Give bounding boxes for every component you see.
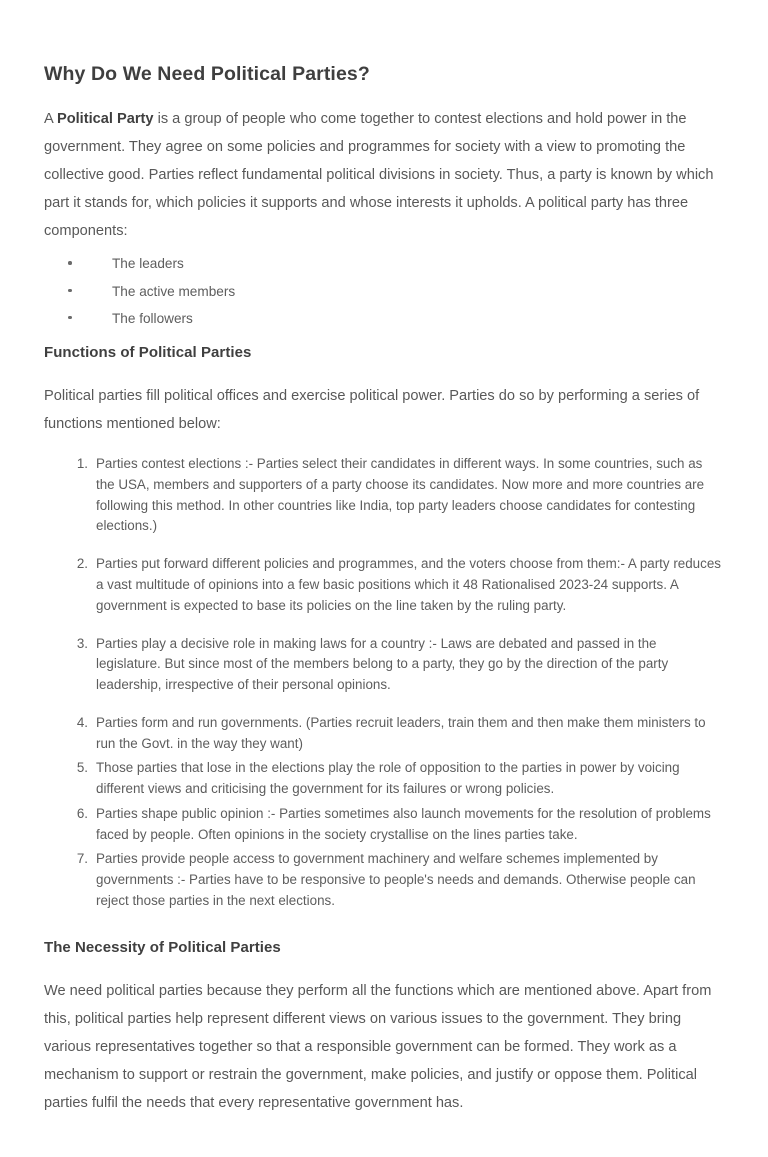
- list-item-label: Parties play a decisive role in making laws for a country :- Laws are debated and passed in the legislature. But since most of the members belong to a party, they go by the direction of the party leadership, irrespective of their personal opinions.: [96, 635, 669, 693]
- list-item-label: Parties shape public opinion :- Parties sometimes also launch movements for the resolution of problems faced by people. Often opinions in the society crystallise on the lines parties take.: [96, 805, 711, 842]
- list-item-label: Parties put forward different policies and programmes, and the voters choose from them:- A party reduces a vast multitude of opinions into a few basic positions which it 48 Rationalised 2023-24 supports. A government is expected to base its policies on the line taken by the ruling party.: [96, 556, 721, 613]
- list-item: [68, 281, 722, 302]
- section-heading-necessity: The Necessity of Political Parties: [44, 938, 281, 956]
- list-item: [68, 758, 722, 800]
- list-item-label: The leaders: [112, 256, 184, 272]
- intro-lead-rest: is a group of people who come together to contest elections and hold power in the government. They agree on some policies and programmes for society with a view to promoting the collective good. Parties reflect fundamental political divisions in society. Thus, a party is known by which part it stands for, which policies it supports and whose interests it upholds. A political party has three components:: [44, 111, 714, 240]
- list-item-label: Parties contest elections :- Parties select their candidates in different ways. In some countries, such as the USA, members and supporters of a party choose its candidates. Now more and more countries are following this method. In other countries like India, top party leaders choose candidates for contesting elections.): [96, 456, 705, 534]
- list-item: [68, 253, 722, 274]
- page-title: Why Do We Need Political Parties?: [44, 63, 370, 85]
- list-item-label: Parties provide people access to government machinery and welfare schemes implemented by governments :- Parties have to be responsive to people's needs and demands. Otherwise people can reject those parties in the next elections.: [96, 851, 696, 908]
- list-item: [68, 804, 722, 846]
- necessity-paragraph: We need political parties because they perform all the functions which are mentioned above. Apart from this, political parties help represent different views on various issues to the government. They bring various representatives together so that a responsible government can be formed. They work as a mechanism to support or restrain the government, make policies, and justify or oppose them. Political parties fulfil the needs that every representative government has.: [44, 983, 712, 1112]
- party-components-list: [44, 253, 722, 328]
- list-item-label: The followers: [112, 310, 193, 326]
- section-heading-functions: Functions of Political Parties: [44, 343, 252, 361]
- list-item: [68, 713, 722, 755]
- list-item: [68, 634, 722, 696]
- functions-list: [44, 454, 722, 912]
- intro-lead-prefix: A: [44, 111, 57, 128]
- list-item-label: Those parties that lose in the elections play the role of opposition to the parties in power by voicing different views and criticising the government for its failures or wrong policies.: [96, 760, 680, 797]
- political-party-term: Political Party: [56, 111, 154, 128]
- list-item-label: The active members: [112, 283, 236, 299]
- intro-paragraph: [44, 105, 722, 245]
- list-item: [68, 849, 722, 911]
- list-item: [68, 308, 722, 329]
- list-item: [68, 554, 722, 616]
- list-item-label: Parties form and run governments. (Parties recruit leaders, train them and then make them ministers to run the Govt. in the way they want): [96, 714, 706, 751]
- functions-intro-paragraph: Political parties fill political offices and exercise political power. Parties do so by performing a series of functions mentioned below:: [44, 388, 700, 433]
- list-item: [68, 454, 722, 537]
